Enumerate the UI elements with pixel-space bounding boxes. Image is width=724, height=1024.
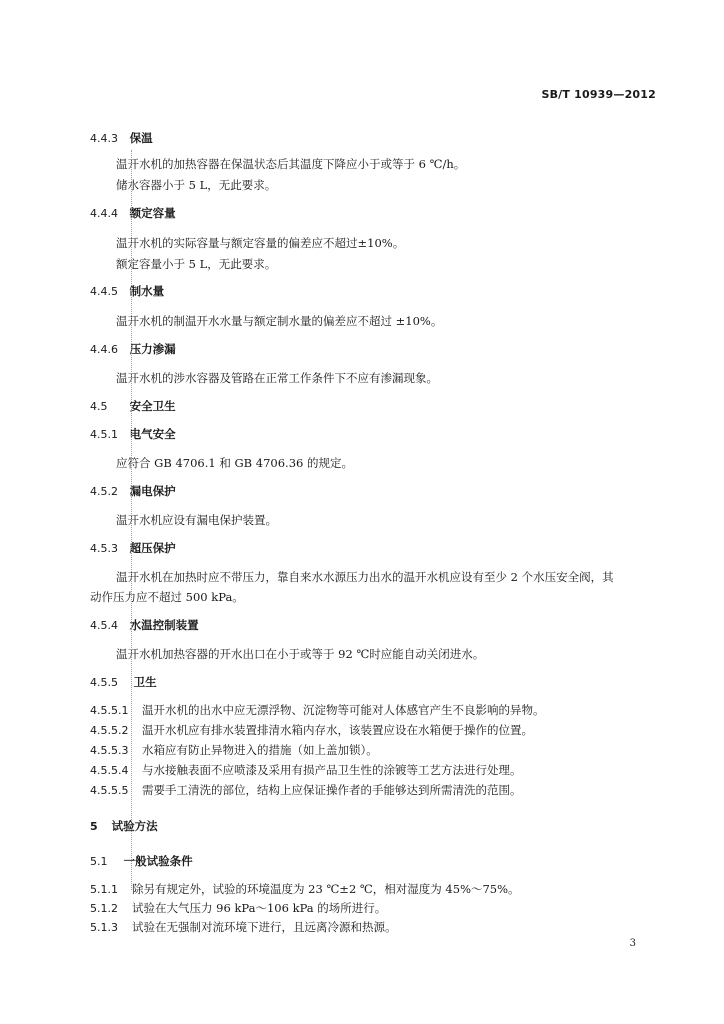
section-number: 4.5.3 [90, 542, 118, 555]
item-number: 4.5.5.2 [90, 724, 129, 737]
item-text: 温开水机的出水中应无漂浮物、沉淀物等可能对人体感官产生不良影响的异物。 [142, 703, 545, 717]
list-item [90, 782, 522, 798]
section-number: 5.1 [90, 855, 108, 868]
paragraph: 温开水机的涉水容器及管路在正常工作条件下不应有渗漏现象。 [116, 371, 438, 385]
item-number: 5.1.2 [90, 902, 118, 915]
item-number: 4.5.5.1 [90, 704, 129, 717]
section-title: 一般试验条件 [123, 854, 193, 868]
section-title: 漏电保护 [129, 484, 176, 498]
section-heading-5-1 [90, 853, 193, 869]
paragraph: 温开水机的实际容量与额定容量的偏差应不超过±10%。 [116, 236, 405, 250]
list-item [90, 722, 533, 738]
section-title: 水温控制装置 [129, 618, 199, 632]
item-text: 温开水机应有排水装置排清水箱内存水，该装置应设在水箱便于操作的位置。 [142, 723, 533, 737]
chapter-heading-5 [90, 818, 158, 834]
list-item [90, 742, 378, 758]
list-item [90, 702, 545, 718]
item-number: 4.5.5.4 [90, 764, 129, 777]
section-title: 压力渗漏 [129, 342, 176, 356]
item-text: 试验在无强制对流环境下进行，且远离冷源和热源。 [132, 920, 397, 934]
section-number: 4.4.5 [90, 285, 118, 298]
section-heading-4-5-5 [90, 674, 157, 690]
item-text: 需要手工清洗的部位，结构上应保证操作者的手能够达到所需清洗的范围。 [142, 783, 522, 797]
page-number: 3 [629, 938, 636, 949]
paragraph: 温开水机加热容器的开水出口在小于或等于 92 ℃时应能自动关闭进水。 [116, 647, 485, 661]
item-text: 水箱应有防止异物进入的措施（如上盖加锁）。 [142, 743, 378, 757]
paragraph: 温开水机的加热容器在保温状态后其温度下降应小于或等于 6 ℃/h。 [116, 157, 466, 171]
section-number: 4.5.2 [90, 485, 118, 498]
paragraph: 额定容量小于 5 L，无此要求。 [116, 257, 277, 271]
paragraph: 储水容器小于 5 L，无此要求。 [116, 178, 277, 192]
paragraph: 应符合 GB 4706.1 和 GB 4706.36 的规定。 [116, 456, 354, 470]
section-number: 4.4.4 [90, 207, 118, 220]
section-heading-4-4-5 [90, 283, 164, 299]
section-heading-4-5-4 [90, 617, 199, 633]
section-heading-4-5-1 [90, 426, 176, 442]
section-number: 4.5 [90, 400, 108, 413]
list-item [90, 900, 386, 916]
section-title: 制水量 [129, 284, 165, 298]
list-item [90, 881, 520, 897]
section-title: 卫生 [133, 675, 157, 689]
item-text: 除另有规定外，试验的环境温度为 23 ℃±2 ℃，相对湿度为 45%～75%。 [132, 882, 520, 896]
section-heading-4-4-6 [90, 341, 176, 357]
section-heading-4-5-2 [90, 483, 176, 499]
section-number: 4.5.1 [90, 428, 118, 441]
item-number: 5.1.3 [90, 921, 118, 934]
item-number: 4.5.5.5 [90, 784, 129, 797]
item-number: 4.5.5.3 [90, 744, 129, 757]
section-heading-4-4-4 [90, 205, 176, 221]
chapter-number: 5 [90, 820, 98, 833]
item-text: 与水接触表面不应喷漆及采用有损产品卫生性的涂镀等工艺方法进行处理。 [142, 763, 522, 777]
standard-code: SB/T 10939—2012 [541, 88, 656, 101]
list-item [90, 919, 397, 935]
section-number: 4.4.6 [90, 343, 118, 356]
section-title: 电气安全 [129, 427, 176, 441]
section-title: 保温 [129, 131, 153, 145]
item-number: 5.1.1 [90, 883, 118, 896]
section-heading-4-4-3 [90, 130, 153, 146]
paragraph: 温开水机的制温开水水量与额定制水量的偏差应不超过 ±10%。 [116, 314, 443, 328]
section-heading-4-5-3 [90, 540, 176, 556]
section-heading-4-5 [90, 398, 176, 414]
paragraph-continuation: 动作压力应不超过 500 kPa。 [90, 590, 244, 604]
section-number: 4.5.5 [90, 676, 118, 689]
section-title: 超压保护 [129, 541, 176, 555]
list-item [90, 762, 522, 778]
section-title: 额定容量 [129, 206, 176, 220]
scan-fold-line [131, 150, 132, 890]
section-number: 4.4.3 [90, 132, 118, 145]
section-number: 4.5.4 [90, 619, 118, 632]
item-text: 试验在大气压力 96 kPa～106 kPa 的场所进行。 [132, 901, 387, 915]
paragraph: 温开水机应设有漏电保护装置。 [116, 513, 277, 527]
section-title: 安全卫生 [129, 399, 176, 413]
paragraph: 温开水机在加热时应不带压力，靠自来水水源压力出水的温开水机应设有至少 2 个水压安全阀，其 [116, 570, 614, 584]
chapter-title: 试验方法 [111, 819, 158, 833]
